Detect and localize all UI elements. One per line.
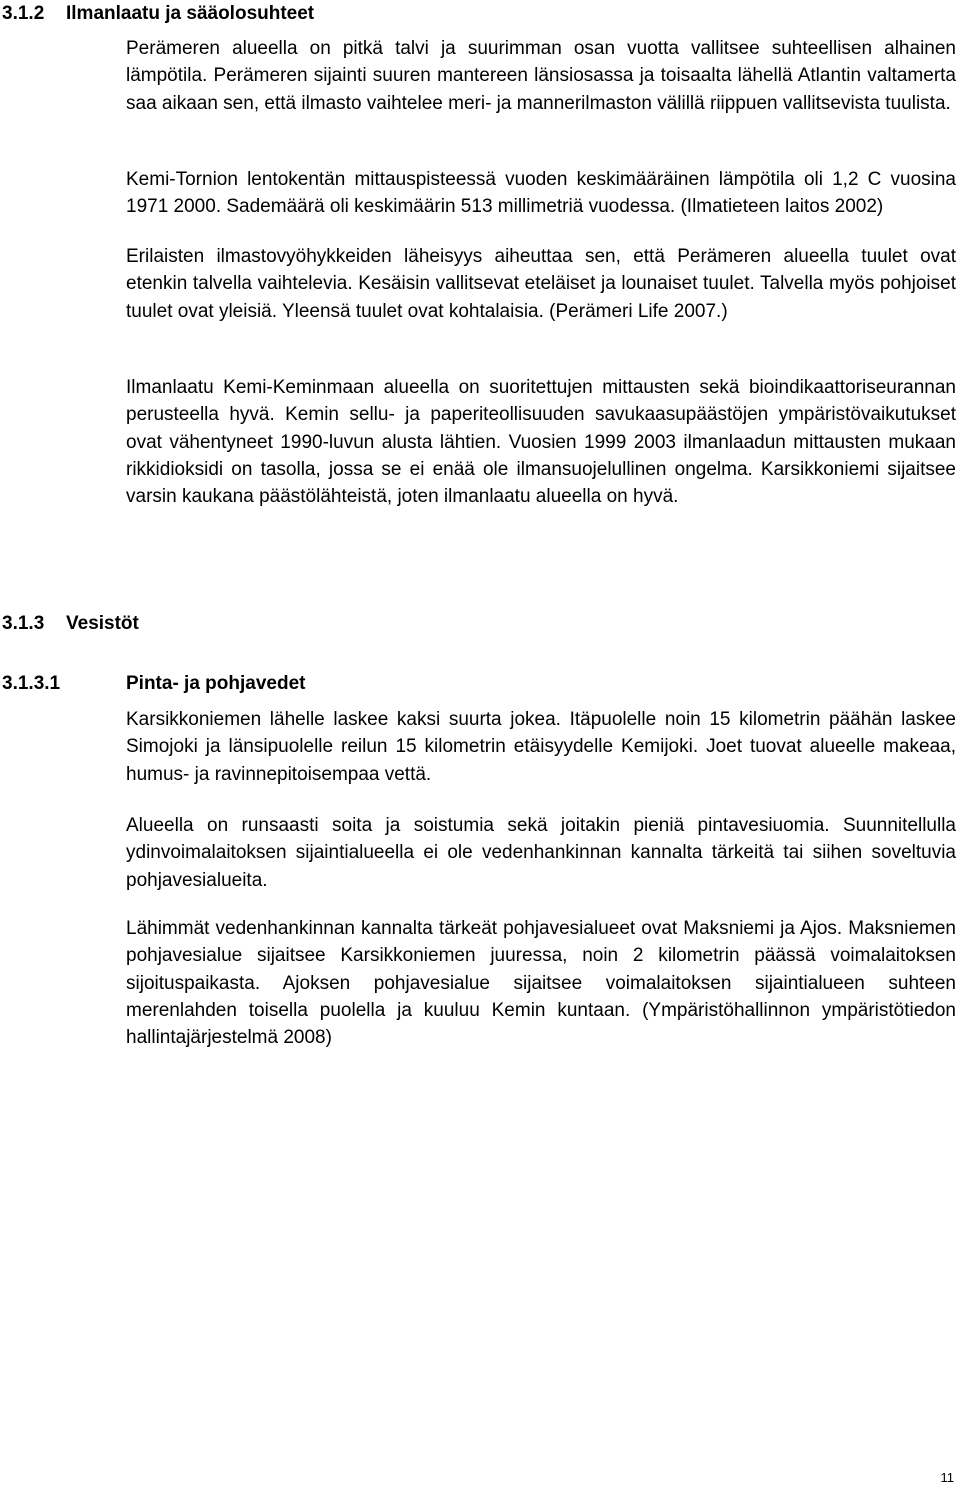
paragraph-winds: Erilaisten ilmastovyöhykkeiden läheisyys aiheuttaa sen, että Perämeren alueella tuulet ovat etenkin talvella vaihtelevia. Kesäisin vallitsevat eteläiset ja lounaiset tuulet. Talvella myös pohjoiset tuulet ovat yleisiä. Yleensä tuulet ovat kohtalaisia. (Perämeri Life 2007.): [126, 246, 956, 322]
paragraph-groundwater: Lähimmät vedenhankinnan kannalta tärkeät pohjavesialueet ovat Maksniemi ja Ajos. Maksniemen pohjavesialue sijaitsee Karsikkoniemen juuressa, noin 2 kilometrin päässä voimalaitoksen sijoituspaikasta. Ajoksen pohjavesialue sijaitsee voimalaitoksen sijaintialueen suhteen merenlahden toisella puolella ja kuuluu Kemin kuntaan. (Ympäristöhallinnon ympäristötiedon hallintajärjestelmä 2008): [126, 918, 956, 1049]
section-title: Ilmanlaatu ja sääolosuhteet: [66, 3, 315, 24]
page-number: 11: [940, 1470, 954, 1485]
paragraph-rivers: Karsikkoniemen lähelle laskee kaksi suurta jokea. Itäpuolelle noin 15 kilometrin päähän laskee Simojoki ja länsipuolelle reilun 15 kilometrin etäisyydelle Kemijoki. Joet tuovat alueelle makeaa, humus- ja ravinnepitoisempaa vettä.: [126, 709, 956, 785]
paragraph-temperature: Kemi-Tornion lentokentän mittauspisteessä vuoden keskimääräinen lämpötila oli 1,2 C vuosina 1971 2000. Sademäärä oli keskimäärin 513 millimetriä vuodessa. (Ilmatieteen laitos 2002): [126, 169, 956, 218]
section-number: 3.1.3: [2, 613, 45, 634]
paragraph-climate-overview: Perämeren alueella on pitkä talvi ja suurimman osan vuotta vallitsee suhteellisen alhainen lämpötila. Perämeren sijainti suuren mantereen länsiosassa ja toisaalta lähellä Atlantin valtamerta saa aikaan sen, että ilmasto vaihtelee meri- ja mannerilmaston välillä riippuen vallitsevista tuulista.: [126, 38, 956, 114]
section-number: 3.1.2: [2, 3, 45, 24]
section-number: 3.1.3.1: [2, 673, 61, 694]
section-heading-3-1-3: [2, 613, 139, 635]
paragraph-wetlands: Alueella on runsaasti soita ja soistumia sekä joitakin pieniä pintavesiuomia. Suunnitellulla ydinvoimalaitoksen sijaintialueella ei ole vedenhankinnan kannalta tärkeitä tai siihen soveltuvia pohjavesialueita.: [126, 815, 956, 891]
section-title: Pinta- ja pohjavedet: [126, 673, 306, 694]
paragraph-air-quality: Ilmanlaatu Kemi-Keminmaan alueella on suoritettujen mittausten sekä bioindikaattoriseurannan perusteella hyvä. Kemin sellu- ja paperiteollisuuden savukaasupäästöjen ympäristövaikutukset ovat vähentyneet 1990-luvun alusta lähtien. Vuosien 1999 2003 ilmanlaadun mittausten mukaan rikkidioksidi on tasolla, jossa se ei enää ole ilmansuojelullinen ongelma. Karsikkoniemi sijaitsee varsin kaukana päästölähteistä, joten ilmanlaatu alueella on hyvä.: [126, 377, 956, 508]
section-heading-3-1-3-1: [2, 673, 305, 695]
section-title: Vesistöt: [66, 613, 139, 634]
section-heading-3-1-2: [2, 3, 314, 25]
